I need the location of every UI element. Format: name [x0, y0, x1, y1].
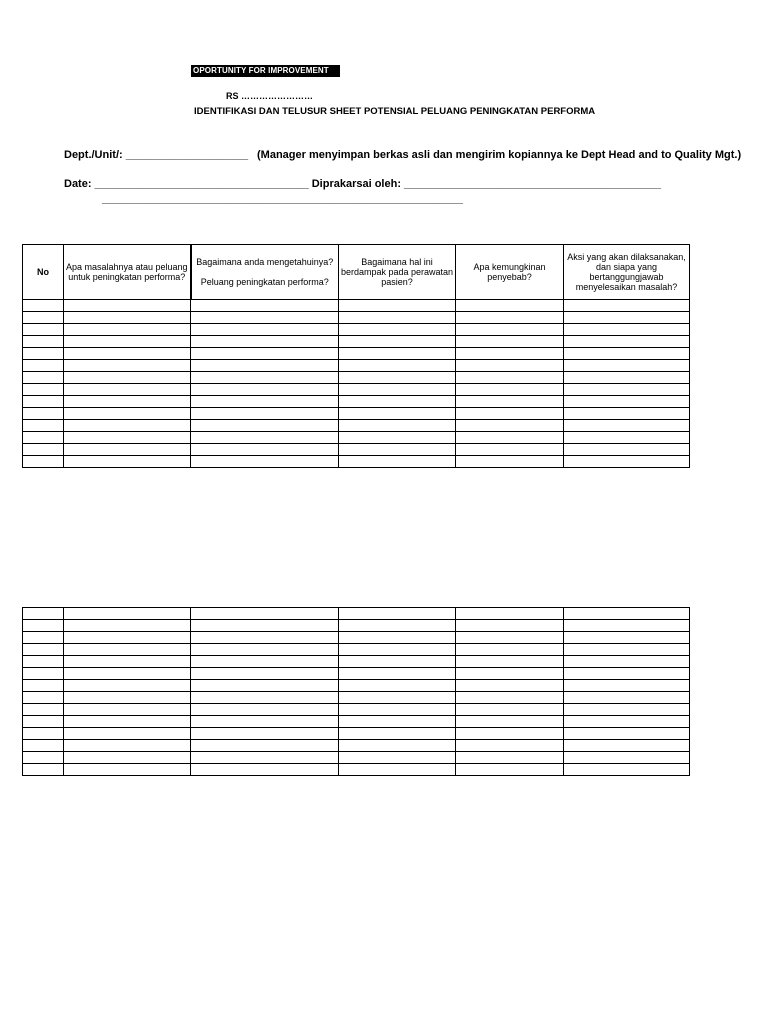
improvement-table-1	[22, 244, 690, 468]
table-row	[23, 396, 690, 408]
table-cell[interactable]	[64, 608, 191, 620]
table-row	[23, 348, 690, 360]
table-cell[interactable]	[23, 608, 64, 620]
table-header-row	[23, 245, 690, 300]
table-cell[interactable]	[64, 324, 191, 336]
table-cell[interactable]	[23, 372, 64, 384]
table-cell[interactable]	[564, 336, 690, 348]
table-cell[interactable]	[191, 408, 339, 420]
table-cell[interactable]	[64, 704, 191, 716]
table-cell[interactable]	[339, 324, 456, 336]
table-cell[interactable]	[191, 704, 339, 716]
table-cell[interactable]	[339, 764, 456, 776]
table-cell[interactable]	[456, 324, 564, 336]
table-cell[interactable]	[23, 336, 64, 348]
table-cell[interactable]	[339, 360, 456, 372]
hospital-name: RS ……………………	[226, 91, 314, 101]
manager-note: (Manager menyimpan berkas asli dan mengirim kopiannya ke Dept Head and to Quality Mgt.)	[257, 149, 742, 161]
table-row	[23, 360, 690, 372]
table-cell[interactable]	[23, 396, 64, 408]
table-cell[interactable]	[339, 668, 456, 680]
table-cell[interactable]	[564, 384, 690, 396]
table-cell[interactable]	[456, 336, 564, 348]
table-cell[interactable]	[564, 632, 690, 644]
table-cell[interactable]	[339, 336, 456, 348]
table-cell[interactable]	[64, 300, 191, 312]
table-cell[interactable]	[456, 456, 564, 468]
table-row	[23, 312, 690, 324]
table-cell[interactable]	[23, 444, 64, 456]
table-row	[23, 608, 690, 620]
table-cell[interactable]	[456, 668, 564, 680]
table-cell[interactable]	[64, 692, 191, 704]
table-cell[interactable]	[456, 360, 564, 372]
table-cell[interactable]	[456, 384, 564, 396]
table-row	[23, 632, 690, 644]
col-header-bagaimana-main: Bagaimana anda mengetahuinya?	[196, 257, 334, 267]
table-cell[interactable]	[339, 432, 456, 444]
table-cell[interactable]	[456, 432, 564, 444]
table-cell[interactable]	[64, 456, 191, 468]
table-cell[interactable]	[64, 444, 191, 456]
col-header-masalah: Apa masalahnya atau peluang untuk peningkatan performa?	[64, 245, 191, 300]
table-cell[interactable]	[339, 384, 456, 396]
table-cell[interactable]	[191, 456, 339, 468]
table-cell[interactable]	[191, 656, 339, 668]
col-header-no: No	[23, 245, 64, 300]
table-cell[interactable]	[456, 372, 564, 384]
table-cell[interactable]	[564, 728, 690, 740]
table-cell[interactable]	[191, 728, 339, 740]
table-cell[interactable]	[339, 656, 456, 668]
table-cell[interactable]	[23, 620, 64, 632]
table-row	[23, 444, 690, 456]
table-cell[interactable]	[23, 668, 64, 680]
table-cell[interactable]	[191, 620, 339, 632]
table-row	[23, 644, 690, 656]
col-header-bagaimana-sub: Peluang peningkatan performa?	[200, 277, 329, 287]
table-cell[interactable]	[23, 740, 64, 752]
table-cell[interactable]	[456, 656, 564, 668]
table-row	[23, 656, 690, 668]
table-row	[23, 692, 690, 704]
table-cell[interactable]	[64, 644, 191, 656]
table-cell[interactable]	[564, 408, 690, 420]
table-cell[interactable]	[64, 336, 191, 348]
table-cell[interactable]	[64, 680, 191, 692]
table-cell[interactable]	[23, 324, 64, 336]
document-title: IDENTIFIKASI DAN TELUSUR SHEET POTENSIAL PELUANG PENINGKATAN PERFORMA	[194, 106, 596, 117]
col-header-dampak: Bagaimana hal ini berdampak pada perawatan pasien?	[339, 245, 456, 300]
table-row	[23, 668, 690, 680]
table-cell[interactable]	[339, 396, 456, 408]
table-cell[interactable]	[564, 348, 690, 360]
table-cell[interactable]	[191, 396, 339, 408]
table-row	[23, 372, 690, 384]
table-cell[interactable]	[191, 444, 339, 456]
table-cell[interactable]	[64, 348, 191, 360]
table-cell[interactable]	[64, 740, 191, 752]
table-row	[23, 420, 690, 432]
table-cell[interactable]	[23, 704, 64, 716]
table-cell[interactable]	[339, 704, 456, 716]
table-cell[interactable]	[456, 692, 564, 704]
table-cell[interactable]	[23, 360, 64, 372]
table-cell[interactable]	[191, 644, 339, 656]
col-header-penyebab: Apa kemungkinan penyebab?	[456, 245, 564, 300]
table-cell[interactable]	[339, 444, 456, 456]
table-cell[interactable]	[339, 312, 456, 324]
table-cell[interactable]	[191, 692, 339, 704]
table-cell[interactable]	[191, 300, 339, 312]
table-row	[23, 740, 690, 752]
table-row	[23, 620, 690, 632]
date-initiator-field: Date: ___________________________________ Diprakarsai oleh: __________________________________________	[64, 178, 661, 190]
table-cell[interactable]	[191, 740, 339, 752]
table-cell[interactable]	[191, 668, 339, 680]
table-cell[interactable]	[456, 752, 564, 764]
table-cell[interactable]	[339, 716, 456, 728]
table-cell[interactable]	[23, 644, 64, 656]
table-cell[interactable]	[564, 644, 690, 656]
table-cell[interactable]	[456, 728, 564, 740]
table-cell[interactable]	[456, 312, 564, 324]
table-cell[interactable]	[191, 752, 339, 764]
table-cell[interactable]	[64, 620, 191, 632]
table-cell[interactable]	[64, 420, 191, 432]
table-cell[interactable]	[191, 360, 339, 372]
table-cell[interactable]	[564, 608, 690, 620]
table-row	[23, 728, 690, 740]
table-row	[23, 324, 690, 336]
table-row	[23, 384, 690, 396]
table-cell[interactable]	[456, 764, 564, 776]
table-cell[interactable]	[456, 740, 564, 752]
table-cell[interactable]	[64, 396, 191, 408]
table-row	[23, 300, 690, 312]
table-cell[interactable]	[564, 300, 690, 312]
table-cell[interactable]	[64, 432, 191, 444]
table-row	[23, 704, 690, 716]
table-cell[interactable]	[23, 752, 64, 764]
table-cell[interactable]	[564, 764, 690, 776]
table-cell[interactable]	[456, 420, 564, 432]
table-cell[interactable]	[191, 372, 339, 384]
table-cell[interactable]	[456, 444, 564, 456]
table-cell[interactable]	[564, 420, 690, 432]
table-row	[23, 752, 690, 764]
table-cell[interactable]	[64, 716, 191, 728]
table-cell[interactable]	[339, 644, 456, 656]
table-cell[interactable]	[191, 716, 339, 728]
table-cell[interactable]	[64, 764, 191, 776]
table-row	[23, 456, 690, 468]
table-cell[interactable]	[456, 704, 564, 716]
table-cell[interactable]	[64, 728, 191, 740]
table-cell[interactable]	[23, 432, 64, 444]
table-cell[interactable]	[64, 656, 191, 668]
table-cell[interactable]	[564, 692, 690, 704]
table-cell[interactable]	[23, 728, 64, 740]
table-row	[23, 408, 690, 420]
table-cell[interactable]	[564, 360, 690, 372]
table-cell[interactable]	[456, 396, 564, 408]
table-cell[interactable]	[64, 668, 191, 680]
table-cell[interactable]	[23, 680, 64, 692]
table-cell[interactable]	[564, 396, 690, 408]
table-cell[interactable]	[564, 372, 690, 384]
table-cell[interactable]	[191, 432, 339, 444]
table-cell[interactable]	[64, 384, 191, 396]
table-cell[interactable]	[456, 408, 564, 420]
table-cell[interactable]	[564, 680, 690, 692]
table-cell[interactable]	[64, 632, 191, 644]
table-cell[interactable]	[64, 312, 191, 324]
table-cell[interactable]	[191, 420, 339, 432]
table-cell[interactable]	[64, 360, 191, 372]
table-cell[interactable]	[23, 632, 64, 644]
table-cell[interactable]	[456, 644, 564, 656]
table-cell[interactable]	[339, 752, 456, 764]
table-cell[interactable]	[564, 432, 690, 444]
table-cell[interactable]	[564, 716, 690, 728]
table-cell[interactable]	[191, 336, 339, 348]
table-cell[interactable]	[191, 312, 339, 324]
table-cell[interactable]	[339, 608, 456, 620]
table-cell[interactable]	[564, 312, 690, 324]
col-header-aksi: Aksi yang akan dilaksanakan, dan siapa yang bertanggungjawab menyelesaikan masalah?	[564, 245, 690, 300]
table-cell[interactable]	[23, 384, 64, 396]
table-cell[interactable]	[564, 324, 690, 336]
continuation-line: ___________________________________________________________	[102, 193, 463, 205]
table-cell[interactable]	[339, 692, 456, 704]
table-cell[interactable]	[564, 668, 690, 680]
table-cell[interactable]	[191, 348, 339, 360]
table-cell[interactable]	[456, 608, 564, 620]
table-cell[interactable]	[23, 656, 64, 668]
table-cell[interactable]	[23, 408, 64, 420]
table-cell[interactable]	[23, 456, 64, 468]
table-cell[interactable]	[339, 420, 456, 432]
table-cell[interactable]	[23, 764, 64, 776]
table-cell[interactable]	[564, 656, 690, 668]
col-header-bagaimana	[191, 245, 339, 300]
table-cell[interactable]	[23, 348, 64, 360]
table-cell[interactable]	[564, 740, 690, 752]
table-cell[interactable]	[456, 300, 564, 312]
table-cell[interactable]	[564, 752, 690, 764]
table-cell[interactable]	[339, 456, 456, 468]
table-cell[interactable]	[191, 324, 339, 336]
table-cell[interactable]	[191, 632, 339, 644]
table-cell[interactable]	[191, 764, 339, 776]
form-banner: OPORTUNITY FOR IMPROVEMENT	[191, 65, 340, 77]
table-cell[interactable]	[564, 620, 690, 632]
table-cell[interactable]	[191, 680, 339, 692]
table-cell[interactable]	[564, 456, 690, 468]
table-cell[interactable]	[23, 716, 64, 728]
table-row	[23, 432, 690, 444]
table-row	[23, 336, 690, 348]
table-cell[interactable]	[564, 444, 690, 456]
table-cell[interactable]	[64, 372, 191, 384]
table-cell[interactable]	[339, 680, 456, 692]
table-cell[interactable]	[23, 692, 64, 704]
table-cell[interactable]	[456, 680, 564, 692]
table-cell[interactable]	[339, 372, 456, 384]
table-cell[interactable]	[339, 348, 456, 360]
table-cell[interactable]	[191, 384, 339, 396]
table-cell[interactable]	[23, 300, 64, 312]
table-row	[23, 680, 690, 692]
improvement-table-2	[22, 607, 690, 776]
table-cell[interactable]	[339, 408, 456, 420]
table-cell[interactable]	[339, 620, 456, 632]
table-cell[interactable]	[339, 632, 456, 644]
table-cell[interactable]	[456, 632, 564, 644]
table-row	[23, 764, 690, 776]
table-cell[interactable]	[339, 740, 456, 752]
table-cell[interactable]	[456, 716, 564, 728]
table-cell[interactable]	[64, 408, 191, 420]
table-cell[interactable]	[64, 752, 191, 764]
table-cell[interactable]	[339, 300, 456, 312]
table-cell[interactable]	[339, 728, 456, 740]
table-cell[interactable]	[564, 704, 690, 716]
table-cell[interactable]	[456, 620, 564, 632]
table-cell[interactable]	[23, 420, 64, 432]
table-cell[interactable]	[456, 348, 564, 360]
dept-unit-field: Dept./Unit/: ____________________	[64, 149, 249, 161]
table-row	[23, 716, 690, 728]
table-cell[interactable]	[23, 312, 64, 324]
table-cell[interactable]	[191, 608, 339, 620]
